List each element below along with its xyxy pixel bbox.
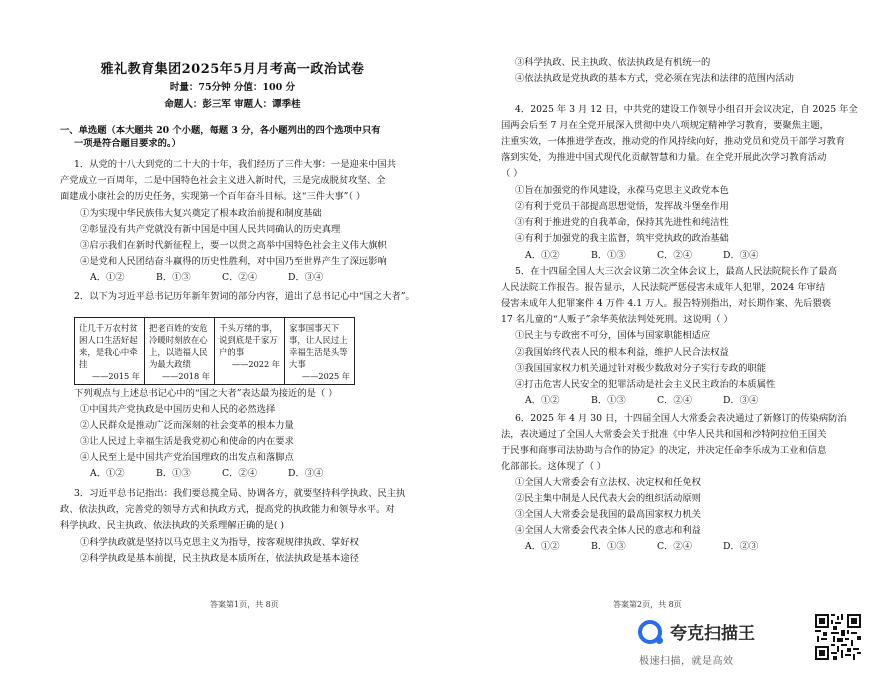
- question-6-line: 于民事和商事司法协助与合作的协定》的决定，并决定任命李乐成为工业和信息: [501, 445, 827, 456]
- question-6-statement: ③全国人大常委会是我国的最高国家权力机关: [515, 509, 701, 520]
- answer-option: A．①②: [525, 395, 560, 406]
- answer-option: B．①③: [591, 250, 626, 261]
- question-4-line: （ ）: [501, 168, 523, 179]
- question-3-statement: ②科学执政是基本前提，民主执政是本质所在，依法执政是基本途径: [80, 553, 359, 564]
- greeting-year: ——2015 年: [91, 371, 140, 381]
- page-footer: 答案第1页，共 8页: [210, 600, 279, 609]
- answer-option: D．③④: [288, 272, 324, 283]
- scanner-slogan: 极速扫描，就是高效: [639, 656, 734, 667]
- question-3-statement: ③科学执政、民主执政、依法执政是有机统一的: [515, 57, 711, 68]
- question-6-statement: ④全国人大常委会代表全体人民的意志和利益: [515, 525, 701, 536]
- greeting-cell: [145, 318, 215, 385]
- question-5-line: 17 名儿童的“人贩子”余华英依法判处死刑。这说明（ ）: [501, 314, 733, 325]
- greeting-text: 让几千万农村贫困人口生活好起来，是我心中牵挂: [79, 323, 138, 369]
- qr-code-icon: [815, 614, 861, 660]
- page-footer: 答案第2页，共 8页: [613, 600, 682, 609]
- section-heading-line: 一项是符合题目要求的。）: [74, 138, 181, 149]
- answer-option: C．②④: [657, 395, 693, 406]
- question-2-statement: ①中国共产党执政是中国历史和人民的必然选择: [80, 404, 276, 415]
- exam-time-score: 时量：75分钟 分值：100 分: [169, 82, 296, 93]
- section-heading-line: 一、单选题（本大题共 20 个小题，每题 3 分，各小题列出的四个选项中只有: [60, 125, 381, 136]
- exam-title: 雅礼教育集团2025年5月月考高一政治试卷: [100, 62, 365, 77]
- question-5-statement: ②我国始终代表人民的根本利益，维护人民合法权益: [515, 347, 729, 358]
- question-3-statement: ④依法执政是党执政的基本方式，党必须在宪法和法律的范围内活动: [515, 73, 794, 84]
- question-5-statement: ③我国国家权力机关通过针对极少数敌对分子实行专政的职能: [515, 363, 767, 374]
- question-6-line: 6．2025 年 4 月 30 日，十四届全国人大常委会表决通过了新修订的传染病防治: [515, 413, 847, 424]
- question-4-line: 落到实处，为推进中国式现代化贡献智慧和力量。在全党开展此次学习教育活动: [501, 152, 827, 163]
- greeting-year: ——2018 年: [161, 371, 210, 381]
- question-2-statement: ③让人民过上幸福生活是我党初心和使命的内在要求: [80, 436, 294, 447]
- question-1-line: 产党成立一百周年，二是中国特色社会主义进入新时代，三是完成脱贫攻坚、全: [60, 175, 386, 186]
- question-4-line: 4．2025 年 3 月 12 日，中共党的建设工作领导小组召开会议决定，自 2025 年全: [515, 104, 858, 115]
- question-4-line: 注重实效，一体推进学查改，推动党的作风持续向好，推动党员和党员干部学习教育: [501, 136, 845, 147]
- answer-option: A．①②: [90, 272, 125, 283]
- question-1-statement: ③启示我们在新时代新征程上，要一以贯之高举中国特色社会主义伟大旗帜: [80, 240, 387, 251]
- greeting-cell: [75, 318, 145, 385]
- scanner-watermark: [638, 612, 863, 672]
- question-3-line: 政、依法执政，完善党的领导方式和执政方式，提高党的执政能力和领导水平。对: [60, 504, 395, 515]
- question-3-line: 科学执政、民主执政、依法执政的关系理解正确的是( ): [60, 520, 285, 531]
- answer-option: D．③④: [288, 468, 324, 479]
- question-2-stem: 2．以下为习近平总书记历年新年贺词的部分内容，道出了总书记心中“国之大者”。: [74, 291, 415, 302]
- question-1-line: 1．从党的十八大到党的二十大的十年，我们经历了三件大事：一是迎来中国共: [74, 159, 397, 170]
- question-5-line: 5．在十四届全国人大三次会议第二次全体会议上，最高人民法院院长作了最高: [515, 266, 838, 277]
- answer-option: D．②③: [723, 541, 759, 552]
- answer-option: A．①②: [90, 468, 125, 479]
- greeting-text: 千头万绪的事，说到底是千家万户的事: [219, 323, 278, 357]
- question-4-statement: ②有利于党员干部提高思想觉悟，发挥战斗堡垒作用: [515, 201, 729, 212]
- answer-option: D．③④: [723, 395, 759, 406]
- exam-page-2: [435, 0, 870, 678]
- answer-option: D．③④: [723, 250, 759, 261]
- question-6-line: 化部部长。这体现了（ ）: [501, 461, 607, 472]
- question-3-line: 3．习近平总书记指出：我们要总揽全局、协调各方，就要坚持科学执政、民主执: [74, 488, 406, 499]
- question-4-statement: ④有利于加强党的我主监督，筑牢党执政的政治基础: [515, 233, 729, 244]
- question-3-statement: ①科学执政就是坚持以马克思主义为指导，按客观规律执政、掌好权: [80, 537, 359, 548]
- answer-option: B．①③: [156, 272, 191, 283]
- greeting-year: ——2022 年: [231, 359, 280, 369]
- answer-option: A．①②: [525, 541, 560, 552]
- question-1-line: 面建成小康社会的历史任务，实现第一个百年奋斗目标。这“三件大事”（ ）: [60, 191, 366, 202]
- question-2-statement: ②人民群众是推动广泛而深刻的社会变革的根本力量: [80, 420, 294, 431]
- question-2-statement: ④人民至上是中国共产党治国理政的出发点和落脚点: [80, 452, 294, 463]
- answer-option: B．①③: [591, 395, 626, 406]
- answer-option: C．②④: [657, 250, 693, 261]
- question-4-line: 国两会后至 7 月在全党开展深入贯彻中央八项规定精神学习教育，要聚焦主题，: [501, 120, 829, 131]
- question-6-statement: ②民主集中制是人民代表大会的组织活动原则: [515, 493, 701, 504]
- scanner-app-name: 夸克扫描王: [670, 624, 755, 644]
- question-4-statement: ③有利于推进党的自我革命，保持其先进性和纯洁性: [515, 217, 729, 228]
- question-2-line: 下列观点与上述总书记心中的“国之大者”表达最为接近的是（ ）: [74, 388, 338, 399]
- greeting-text: 把老百姓的安危冷暖时刻放在心上，以造福人民为最大政绩: [149, 323, 208, 369]
- answer-option: C．②④: [222, 468, 258, 479]
- question-1-statement: ②彰显没有共产党就没有新中国是中国人民共同确认的历史真理: [80, 224, 341, 235]
- answer-option: A．①②: [525, 250, 560, 261]
- greeting-text: 家事国事天下事，让人民过上幸福生活是头等大事: [289, 323, 348, 369]
- question-6-statement: ①全国人大常委会有立法权、决定权和任免权: [515, 477, 701, 488]
- question-5-statement: ①民主与专政密不可分，国体与国家职能相适应: [515, 330, 711, 341]
- question-5-statement: ④打击危害人民安全的犯罪活动是社会主义民主政治的本质属性: [515, 379, 776, 390]
- greeting-year: ——2025 年: [301, 371, 350, 381]
- answer-option: C．②④: [657, 541, 693, 552]
- greeting-cell: [215, 318, 285, 385]
- greeting-cell: [285, 318, 355, 385]
- scanner-logo-icon: [638, 620, 662, 644]
- question-1-statement: ④是党和人民团结奋斗赢得的历史性胜利，对中国乃至世界产生了深远影响: [80, 256, 387, 267]
- question-4-statement: ①旨在加强党的作风建设，永葆马克思主义政党本色: [515, 185, 729, 196]
- question-1-statement: ①为实现中华民族伟大复兴奠定了根本政治前提和制度基础: [80, 208, 322, 219]
- question-5-line: 人民法院工作报告。报告显示，人民法院严惩侵害未成年人犯罪，2024 年审结: [501, 282, 826, 293]
- exam-authors: 命题人：彭三军 审题人：谭季桂: [164, 99, 301, 110]
- question-5-line: 侵害未成年人犯罪案件 4 万件 4.1 万人。报告特别指出，对长期作案、先后猥亵: [501, 298, 832, 309]
- new-year-greetings-table: [74, 317, 355, 385]
- answer-option: B．①③: [156, 468, 191, 479]
- answer-option: B．①③: [591, 541, 626, 552]
- question-6-line: 法，表决通过了全国人大常委会关于批准《中华人民共和国和沙特阿拉伯王国关: [501, 429, 827, 440]
- answer-option: C．②④: [222, 272, 258, 283]
